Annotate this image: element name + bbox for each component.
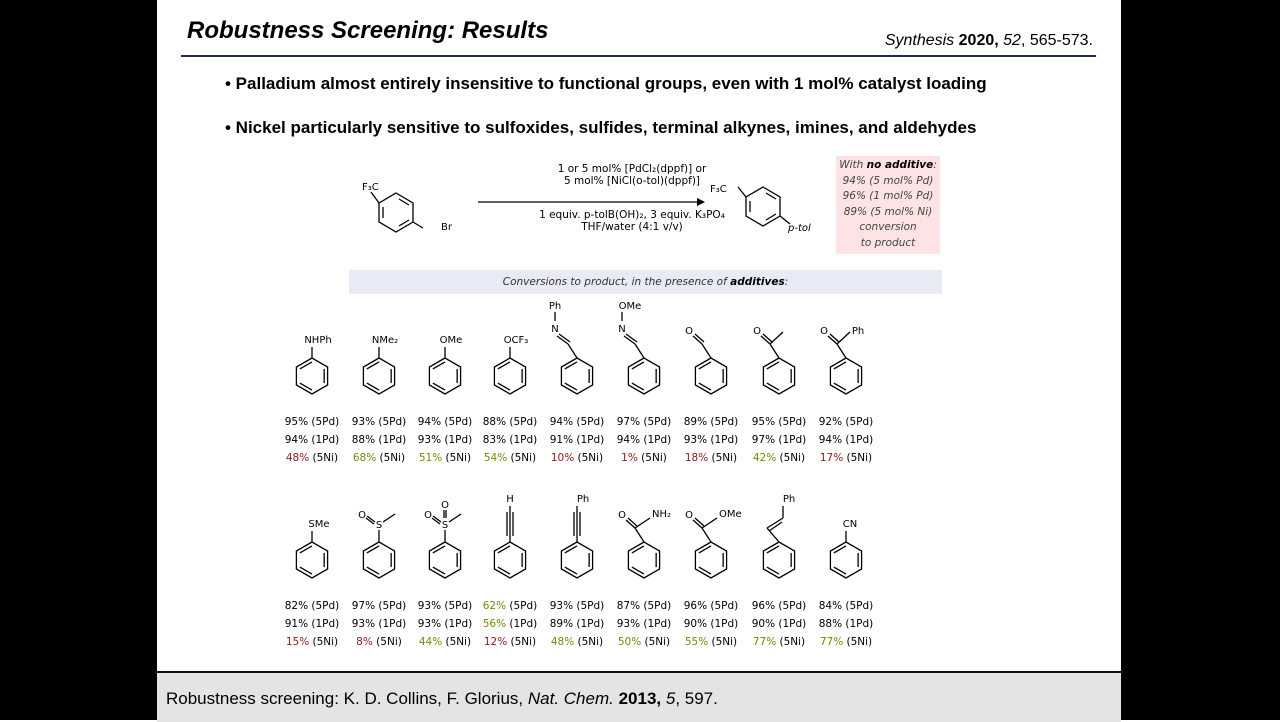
ni-value <box>609 633 679 651</box>
pd1-value <box>811 431 881 449</box>
ni-percent: 42% <box>752 452 777 464</box>
pd1-percent: 91% (1Pd) <box>284 618 340 630</box>
ni-label: (5Ni) <box>309 636 339 648</box>
additive-structure <box>475 490 545 590</box>
atom-label-o: O <box>358 510 366 521</box>
conversion-values <box>344 413 414 467</box>
ni-percent: 8% <box>356 636 373 648</box>
additive-structure <box>410 306 480 406</box>
ni-percent: 1% <box>621 452 638 464</box>
additive-drawing <box>676 490 746 590</box>
ni-value <box>609 449 679 467</box>
substituent-label: OMe <box>719 509 742 520</box>
ni-label: (5Ni) <box>442 452 472 464</box>
ni-label: (5Ni) <box>776 452 806 464</box>
pd5-value <box>609 413 679 431</box>
additive-structure <box>744 306 814 406</box>
additive-structure <box>542 301 612 406</box>
additive-structure <box>542 490 612 590</box>
atom-label-o: O <box>441 500 449 511</box>
ni-label: (5Ni) <box>708 452 738 464</box>
no-additive-line: conversion <box>859 221 917 233</box>
pd5-percent: 92% (5Pd) <box>818 416 874 428</box>
pd5-value <box>277 413 347 431</box>
pd5-value <box>344 597 414 615</box>
pd1-percent: 90% (1Pd) <box>683 618 739 630</box>
pd5-value <box>410 413 480 431</box>
pd5-value <box>609 597 679 615</box>
citation-year: 2020, <box>958 32 999 49</box>
additive-structure <box>277 306 347 406</box>
ni-label: (5Ni) <box>776 636 806 648</box>
conversion-values <box>410 413 480 467</box>
ni-percent: 10% <box>550 452 575 464</box>
conversion-values <box>410 597 480 651</box>
pd1-value <box>410 431 480 449</box>
substituent-label: H <box>506 494 514 505</box>
additive-structure <box>744 490 814 590</box>
pd1-percent: 94% (1Pd) <box>284 434 340 446</box>
starting-material-ring <box>371 192 423 232</box>
additive-structure <box>277 490 347 590</box>
pd5-value <box>344 413 414 431</box>
pd5-percent: 95% (5Pd) <box>751 416 807 428</box>
substituent-label: CN <box>842 519 858 530</box>
pd1-percent: 93% (1Pd) <box>616 618 672 630</box>
pd1-value <box>811 615 881 633</box>
right-letterbox <box>1121 0 1280 720</box>
substituent-label: NH₂ <box>652 509 672 520</box>
pd5-percent: 95% (5Pd) <box>284 416 340 428</box>
ni-value <box>542 449 612 467</box>
pd5-percent: 97% (5Pd) <box>616 416 672 428</box>
slide-title: Robustness Screening: Results <box>187 17 549 44</box>
ni-value <box>811 633 881 651</box>
footer-reference: Robustness screening: K. D. Collins, F. Glorius, Nat. Chem. 2013, 5, 597. <box>166 689 718 708</box>
pd5-value <box>811 413 881 431</box>
ni-percent: 18% <box>684 452 709 464</box>
additives-banner: Conversions to product, in the presence of additives: <box>349 270 942 294</box>
pd1-percent: 93% (1Pd) <box>351 618 407 630</box>
ni-value <box>475 449 545 467</box>
pd1-value <box>475 431 545 449</box>
sm-substituent-br: Br <box>441 222 452 233</box>
ni-value <box>676 633 746 651</box>
pd1-value <box>344 615 414 633</box>
no-additive-line: to product <box>860 236 916 249</box>
substituent-label: NHPh <box>304 335 332 346</box>
ni-value <box>344 633 414 651</box>
ni-percent: 77% <box>819 636 844 648</box>
ni-label: (5Ni) <box>376 452 406 464</box>
ni-label: (5Ni) <box>507 636 537 648</box>
substituent-label: OMe <box>618 301 642 312</box>
atom-label-o: O <box>685 510 693 521</box>
additive-structure <box>475 306 545 406</box>
ni-label: (5Ni) <box>641 636 671 648</box>
additive-structure <box>609 490 679 590</box>
substituent-label: NMe₂ <box>371 335 399 346</box>
ni-label: (5Ni) <box>372 636 402 648</box>
additive-drawing <box>542 490 612 590</box>
pd1-percent: 88% (1Pd) <box>818 618 874 630</box>
conversion-values <box>676 597 746 651</box>
ni-percent: 48% <box>285 452 310 464</box>
ni-percent: 17% <box>819 452 844 464</box>
citation <box>885 32 1093 50</box>
conversion-values <box>811 413 881 467</box>
substituent-label: S <box>375 520 383 531</box>
ni-value <box>475 633 545 651</box>
atom-label-o: O <box>753 326 761 337</box>
pd5-percent: 89% (5Pd) <box>683 416 739 428</box>
conversion-values <box>475 597 545 651</box>
pd1-value <box>410 615 480 633</box>
pd5-percent: 87% (5Pd) <box>616 600 672 612</box>
pd5-value <box>410 597 480 615</box>
conditions-above <box>502 163 762 187</box>
ni-label: (5Ni) <box>574 452 604 464</box>
additive-drawing <box>475 490 545 590</box>
pd5-percent: 96% (5Pd) <box>683 600 739 612</box>
ni-label: (5Ni) <box>442 636 472 648</box>
additive-drawing <box>744 490 814 590</box>
sm-substituent-cf3: F₃C <box>362 182 379 193</box>
ni-value <box>410 449 480 467</box>
conversion-values <box>277 413 347 467</box>
additive-drawing <box>609 301 679 406</box>
no-additive-box <box>836 156 940 254</box>
pd5-percent: 62% <box>482 600 507 612</box>
additive-drawing <box>277 306 347 406</box>
substituent-label: Ph <box>782 494 796 505</box>
pd1-percent: 91% (1Pd) <box>549 434 605 446</box>
ni-label: (5Ni) <box>708 636 738 648</box>
title-divider <box>181 55 1096 57</box>
additive-structure <box>676 306 746 406</box>
pd5-value <box>475 413 545 431</box>
no-additive-heading: With no additive: <box>839 159 937 171</box>
ni-percent: 15% <box>285 636 310 648</box>
ni-percent: 50% <box>617 636 642 648</box>
pd1-percent: 93% (1Pd) <box>417 434 473 446</box>
condition-line: 1 equiv. p-tolB(OH)₂, 3 equiv. K₃PO₄ <box>539 209 725 221</box>
ni-label: (5Ni) <box>843 636 873 648</box>
pd5-percent: 94% (5Pd) <box>417 416 473 428</box>
no-additive-line: 94% (5 mol% Pd) <box>842 174 934 187</box>
pd1-value <box>542 615 612 633</box>
pd5-value <box>676 597 746 615</box>
substituent-label: O <box>685 326 693 337</box>
pd5-percent: 84% (5Pd) <box>818 600 874 612</box>
additive-drawing <box>344 490 414 590</box>
citation-volume: 52 <box>1003 32 1021 49</box>
conditions-below <box>502 209 762 233</box>
no-additive-line: 96% (1 mol% Pd) <box>842 190 934 202</box>
additive-drawing <box>811 490 881 590</box>
pd5-percent: 93% (5Pd) <box>549 600 605 612</box>
ni-value <box>542 633 612 651</box>
additive-structure <box>344 490 414 590</box>
substituent-label: SMe <box>308 519 330 530</box>
ni-value <box>410 633 480 651</box>
substituent-label: OMe <box>439 335 463 346</box>
ni-percent: 54% <box>483 452 508 464</box>
slide <box>157 0 1121 720</box>
conversion-values <box>811 597 881 651</box>
ni-percent: 51% <box>418 452 443 464</box>
pd1-value <box>344 431 414 449</box>
condition-line: 1 or 5 mol% [PdCl₂(dppf)] or <box>557 163 707 175</box>
pd1-value <box>609 431 679 449</box>
pd5-label: (5Pd) <box>506 600 538 612</box>
ni-label: (5Ni) <box>507 452 537 464</box>
atom-label-n: N <box>551 324 559 335</box>
ni-value <box>744 633 814 651</box>
pd5-value <box>676 413 746 431</box>
substituent-label: S <box>441 520 449 531</box>
ni-label: (5Ni) <box>574 636 604 648</box>
substituent-label: Ph <box>548 301 562 312</box>
pd1-value <box>676 615 746 633</box>
pd5-value <box>475 597 545 615</box>
citation-pages: , 565-573. <box>1020 32 1093 49</box>
additive-drawing <box>410 306 480 406</box>
no-additive-line: 89% (5 mol% Ni) <box>843 205 933 218</box>
conversion-values <box>475 413 545 467</box>
pd1-percent: 89% (1Pd) <box>549 618 605 630</box>
pd1-label: (1Pd) <box>506 618 538 630</box>
pd1-percent: 94% (1Pd) <box>818 434 874 446</box>
conversion-values <box>676 413 746 467</box>
pd1-value <box>744 431 814 449</box>
additive-drawing <box>410 490 480 590</box>
pd5-percent: 94% (5Pd) <box>549 416 605 428</box>
conversion-values <box>609 413 679 467</box>
ni-percent: 44% <box>418 636 443 648</box>
conversion-values <box>277 597 347 651</box>
conversion-values <box>744 413 814 467</box>
pd5-percent: 82% (5Pd) <box>284 600 340 612</box>
product-substituent-cf3: F₃C <box>710 184 727 195</box>
additive-drawing <box>609 490 679 590</box>
pd5-value <box>277 597 347 615</box>
additive-structure <box>410 490 480 590</box>
atom-label-o: O <box>618 510 626 521</box>
pd5-value <box>542 597 612 615</box>
pd1-percent: 93% (1Pd) <box>417 618 473 630</box>
pd5-value <box>744 413 814 431</box>
atom-label-o: O <box>820 326 828 337</box>
pd5-percent: 88% (5Pd) <box>482 416 538 428</box>
additive-drawing <box>344 306 414 406</box>
ni-value <box>277 449 347 467</box>
pd1-percent: 94% (1Pd) <box>616 434 672 446</box>
left-letterbox <box>0 0 157 720</box>
ni-label: (5Ni) <box>843 452 873 464</box>
additive-drawing <box>475 306 545 406</box>
conversion-values <box>344 597 414 651</box>
additive-structure <box>609 301 679 406</box>
pd5-percent: 96% (5Pd) <box>751 600 807 612</box>
pd1-percent: 90% (1Pd) <box>751 618 807 630</box>
pd5-value <box>542 413 612 431</box>
pd5-value <box>811 597 881 615</box>
pd1-value <box>676 431 746 449</box>
additive-structure <box>811 306 881 406</box>
ni-value <box>744 449 814 467</box>
condition-line: THF/water (4:1 v/v) <box>581 221 683 233</box>
ni-value <box>344 449 414 467</box>
atom-label-n: N <box>618 324 626 335</box>
substituent-label: Ph <box>576 494 590 505</box>
additive-drawing <box>744 306 814 406</box>
ni-percent: 77% <box>752 636 777 648</box>
pd1-value <box>475 615 545 633</box>
pd1-value <box>277 431 347 449</box>
ni-label: (5Ni) <box>309 452 339 464</box>
pd1-percent: 97% (1Pd) <box>751 434 807 446</box>
pd1-percent: 56% <box>482 618 507 630</box>
conversion-values <box>542 413 612 467</box>
pd5-percent: 97% (5Pd) <box>351 600 407 612</box>
additive-structure <box>676 490 746 590</box>
pd1-percent: 83% (1Pd) <box>482 434 538 446</box>
ni-percent: 68% <box>352 452 377 464</box>
citation-journal: Synthesis <box>884 32 955 49</box>
product-substituent-ptol: p-tol <box>788 223 811 234</box>
condition-line: 5 mol% [NiCl(o-tol)(dppf)] <box>563 175 701 187</box>
reaction-arrow-head <box>697 198 705 206</box>
additive-drawing <box>542 301 612 406</box>
additive-drawing <box>811 306 881 406</box>
pd1-value <box>277 615 347 633</box>
additive-structure <box>344 306 414 406</box>
ni-percent: 48% <box>550 636 575 648</box>
additive-drawing <box>277 490 347 590</box>
substituent-label: OCF₃ <box>503 335 529 346</box>
pd1-value <box>609 615 679 633</box>
pd1-value <box>744 615 814 633</box>
pd1-percent: 93% (1Pd) <box>683 434 739 446</box>
ni-value <box>676 449 746 467</box>
pd5-percent: 93% (5Pd) <box>351 416 407 428</box>
bullet-palladium: • Palladium almost entirely insensitive to functional groups, even with 1 mol% catalyst loading <box>225 74 987 93</box>
footer <box>157 671 1121 722</box>
pd5-percent: 93% (5Pd) <box>417 600 473 612</box>
additive-drawing <box>676 306 746 406</box>
pd1-value <box>542 431 612 449</box>
conversion-values <box>609 597 679 651</box>
bullet-nickel: • Nickel particularly sensitive to sulfoxides, sulfides, terminal alkynes, imines, and aldehydes <box>225 118 977 137</box>
ni-percent: 12% <box>483 636 508 648</box>
pd5-value <box>744 597 814 615</box>
ni-percent: 55% <box>684 636 709 648</box>
conversion-values <box>744 597 814 651</box>
ni-value <box>277 633 347 651</box>
additive-structure <box>811 490 881 590</box>
substituent-label: Ph <box>851 326 865 337</box>
ni-label: (5Ni) <box>637 452 667 464</box>
ni-value <box>811 449 881 467</box>
pd1-percent: 88% (1Pd) <box>351 434 407 446</box>
conversion-values <box>542 597 612 651</box>
atom-label-o: O <box>424 510 432 521</box>
